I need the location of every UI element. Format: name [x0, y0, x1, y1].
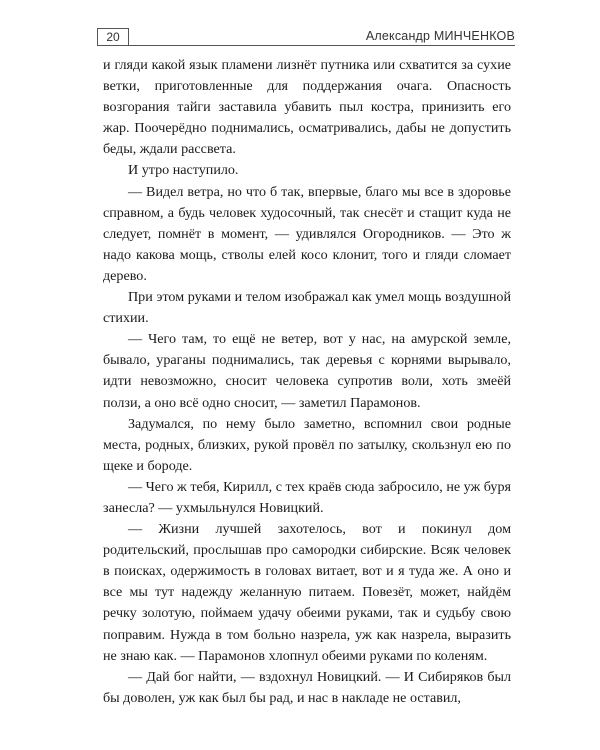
- paragraph: — Чего ж тебя, Кирилл, с тех краёв сюда забросило, не уж буря занесла? — ухмыльнулся Новицкий.: [103, 478, 511, 516]
- paragraph: — Видел ветра, но что б так, впервые, благо мы все в здоровье справном, а будь человек худосочный, так снесёт и стащит куда не следует, помнёт в момент, — удивлялся Огородников. — Это ж надо какова мощь, стволы елей косо клонит, того и гляди сломает дерево.: [103, 183, 511, 284]
- page-number: 20: [97, 28, 129, 45]
- body-text: [103, 55, 511, 709]
- paragraph: — Дай бог найти, — вздохнул Новицкий. — И Сибиряков был бы доволен, уж как был бы рад, и нас в накладе не оставил,: [103, 668, 511, 706]
- paragraph: И утро наступило.: [128, 162, 239, 179]
- paragraph: При этом руками и телом изображал как умел мощь воздушной стихии.: [103, 289, 511, 327]
- running-head-author: Александр МИНЧЕНКОВ: [365, 29, 515, 43]
- paragraph-continued: и гляди какой язык пламени лизнёт путника или схватится за сухие ветки, приготовленные для поддержания очага. Опасность возгорания тайги заставила убавить пыл костра, принизить его жар. Поочерёдно поднимались, осматривались, дабы не допустить беды, ждали рассвета.: [103, 57, 511, 158]
- paragraph: Задумался, по нему было заметно, вспомнил свои родные места, родных, близких, рукой провёл по затылку, скользнул ею по щеке и бороде.: [103, 415, 511, 474]
- paragraph: — Жизни лучшей захотелось, вот и покинул дом родительский, прослышав про самородки сибирские. Всяк человек в поисках, одержимость в головах витает, вот и я туда же. А оно и все мы тут надежду желанную питаем. Повезёт, может, найдём речку золотую, поймаем удачу обеими руками, так и судьбу свою поправим. Нужда в том больно назрела, уж как назрела, выразить не знаю как. — Парамонов хлопнул обеими руками по коленям.: [103, 521, 511, 664]
- header-rule: [97, 45, 515, 46]
- paragraph: — Чего там, то ещё не ветер, вот у нас, на амурской земле, бывало, ураганы поднимались, так деревья с корнями вырывало, идти невозможно, сносит человека супротив воли, хоть змеёй ползи, а оно всё одно сносит, — заметил Парамонов.: [103, 331, 511, 411]
- running-header: [97, 28, 515, 46]
